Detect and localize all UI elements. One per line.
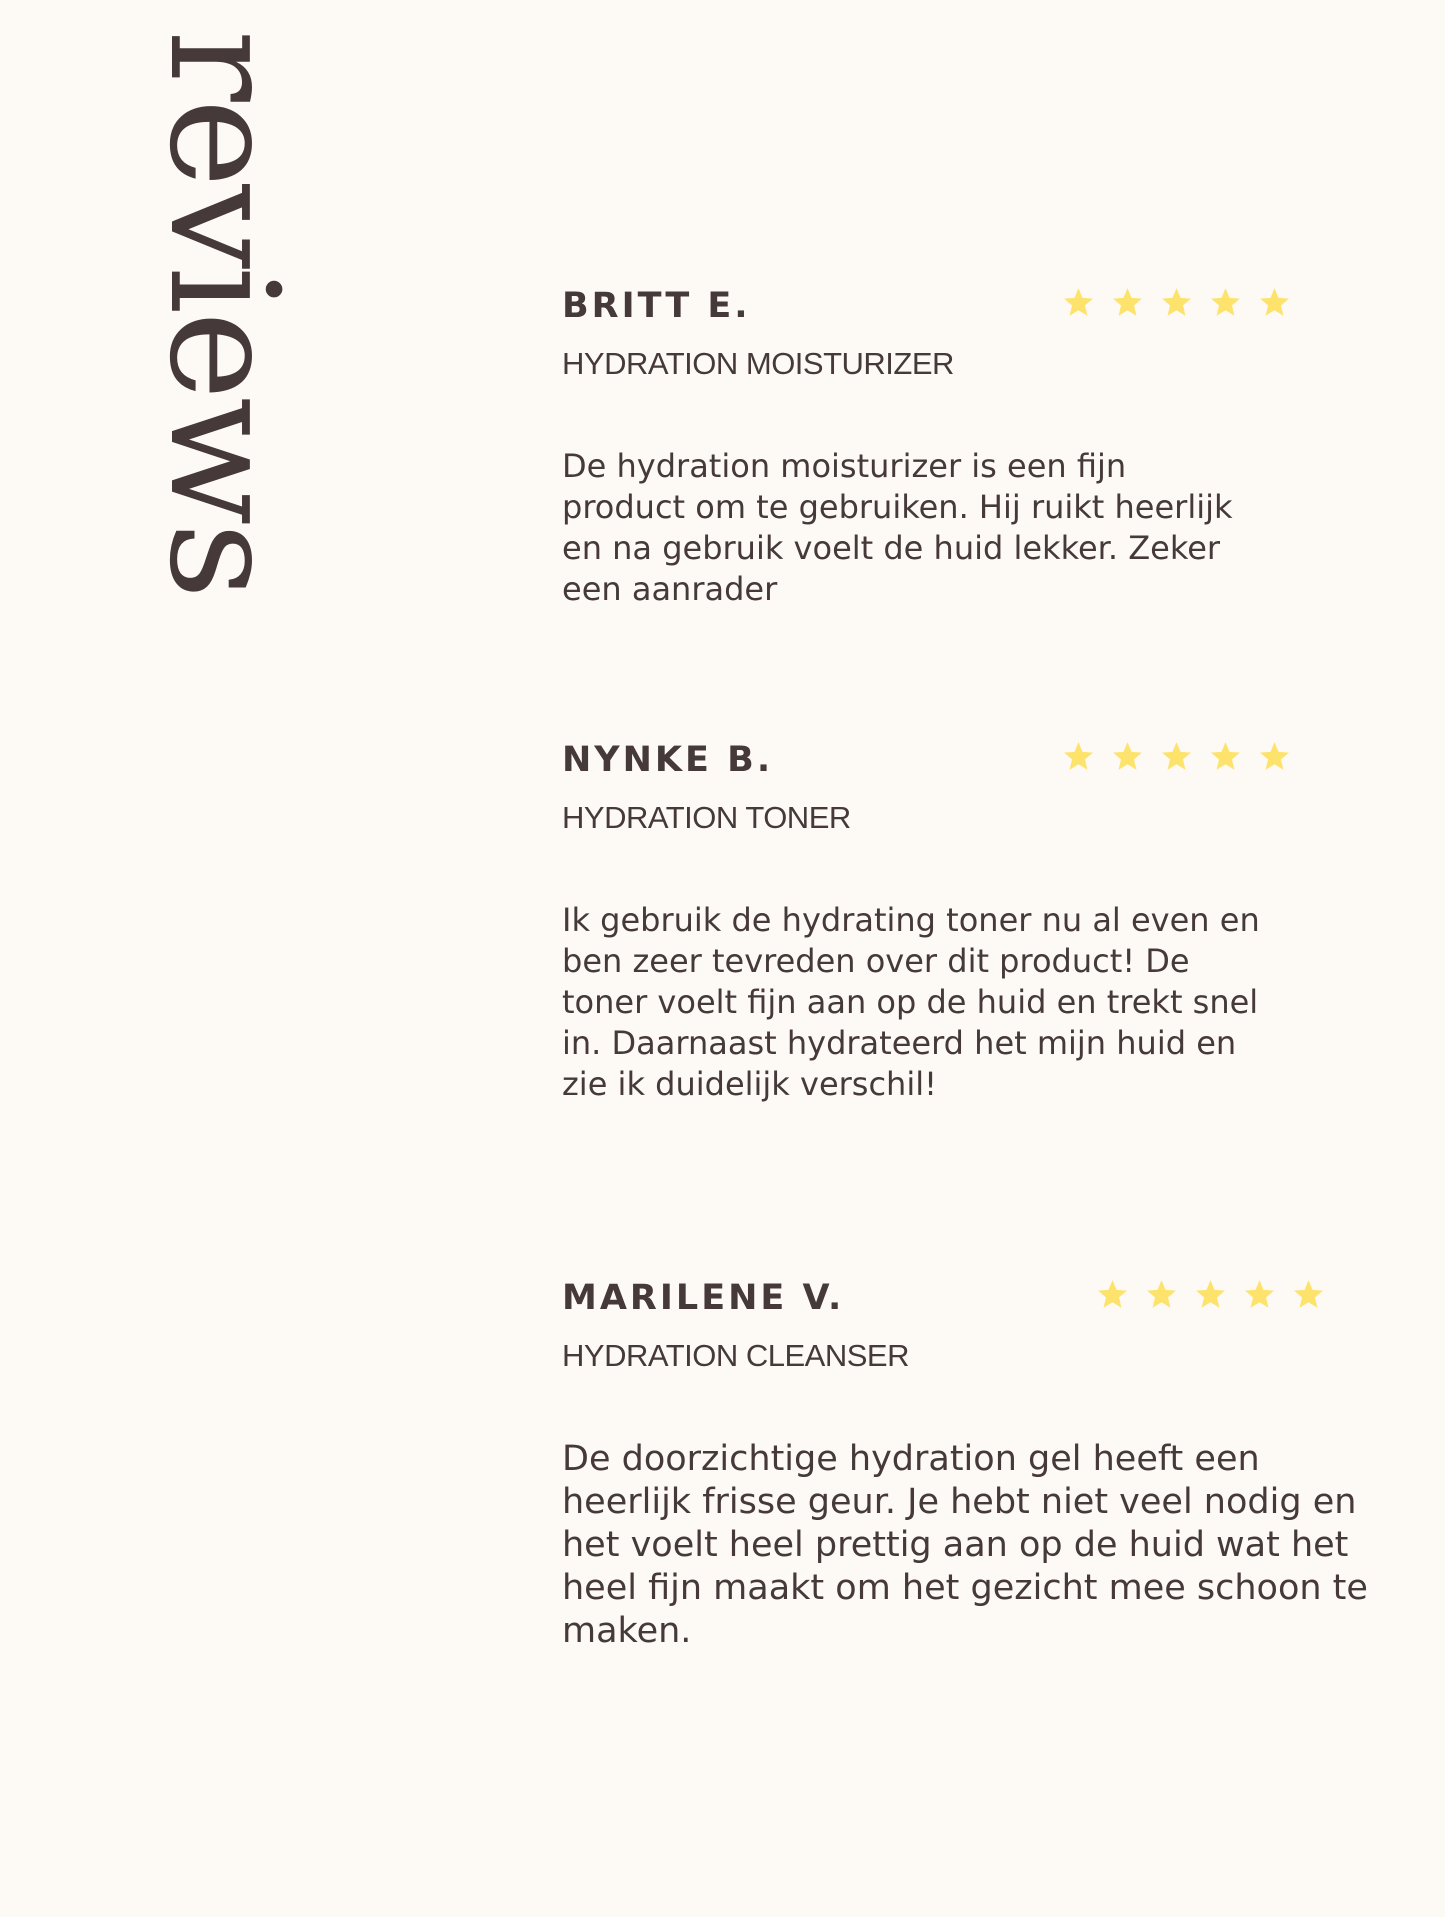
star-icon [1111,740,1144,773]
star-icon [1292,1278,1325,1311]
review-text: Ik gebruik de hydrating toner nu al even en ben zeer tevreden over dit product! De toner voelt fijn aan op de huid en trekt snel in. Daarnaast hydrateerd het mijn huid en zie ik duidelijk verschil! [562,901,1260,1103]
star-icon [1209,286,1242,319]
rating-stars [1062,286,1291,319]
star-icon [1194,1278,1227,1311]
review-text: De hydration moisturizer is een fijn product om te gebruiken. Hij ruikt heerlijk en na gebruik voelt de huid lekker. Zeker een aanrader [562,447,1233,608]
star-icon [1062,286,1095,319]
product-name: HYDRATION MOISTURIZER [562,346,954,381]
rating-stars [1096,1278,1325,1311]
reviewer-name: BRITT E. [562,286,751,326]
rating-stars [1062,740,1291,773]
star-icon [1258,740,1291,773]
star-icon [1062,740,1095,773]
product-name: HYDRATION CLEANSER [562,1338,909,1373]
star-icon [1111,286,1144,319]
title-area [0,0,400,760]
page-title: reviews [136,30,310,597]
star-icon [1258,286,1291,319]
star-icon [1096,1278,1129,1311]
review-text: De doorzichtige hydration gel heeft een heerlijk frisse geur. Je hebt niet veel nodig en het voelt heel prettig aan op de huid wat het heel fijn maakt om het gezicht mee schoon te maken. [562,1439,1368,1651]
star-icon [1243,1278,1276,1311]
star-icon [1160,286,1193,319]
star-icon [1160,740,1193,773]
reviewer-name: MARILENE V. [562,1278,845,1318]
star-icon [1145,1278,1178,1311]
star-icon [1209,740,1242,773]
reviewer-name: NYNKE B. [562,740,774,780]
product-name: HYDRATION TONER [562,800,851,835]
